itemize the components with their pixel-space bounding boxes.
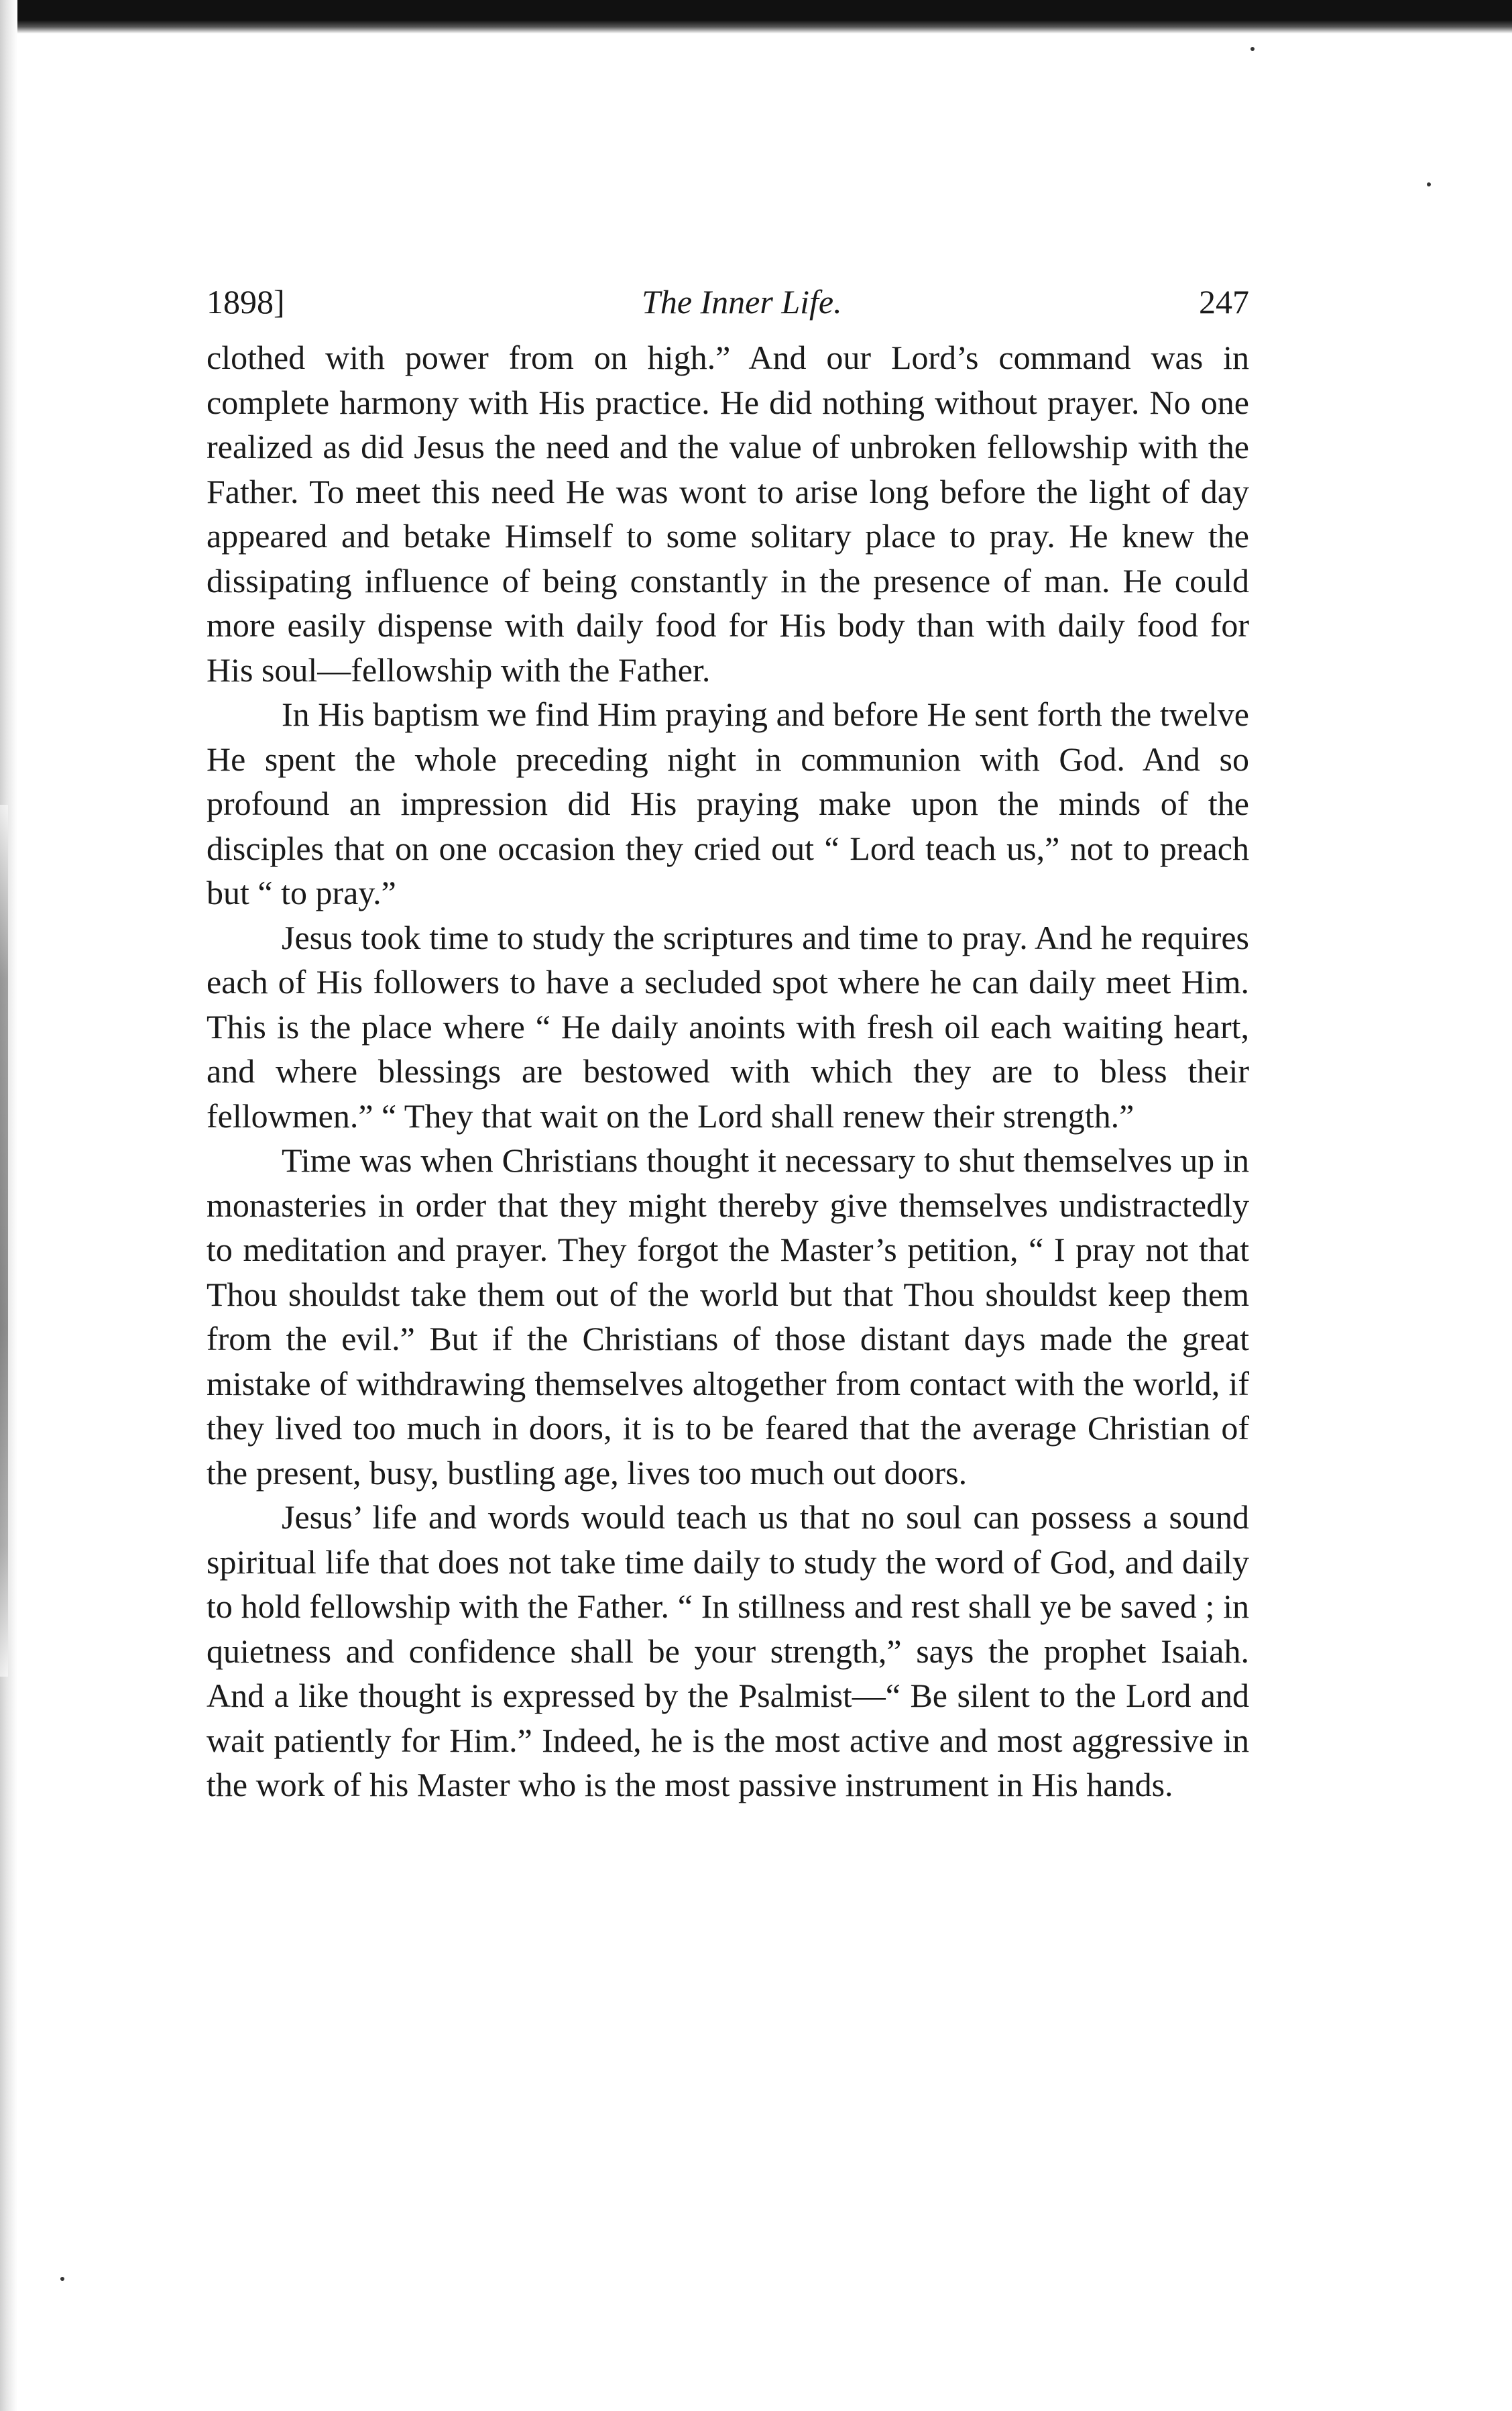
paragraph-2: In His baptism we find Him praying and before He sent forth the twelve He spent the whole preceding night in communion with God. And so profound an impression did His praying make upon the minds of the disciples that on one occasion they cried out “ Lord teach us,” not to preach but “ to pray.” (207, 695, 1249, 911)
body-text (207, 335, 1249, 1807)
paragraph-3: Jesus took time to study the scriptures and time to pray. And he requires each of His followers to have a secluded spot where he can daily meet Him. This is the place where “ He daily anoints with fresh oil each waiting heart, and where blessings are bestowed with which they are to bless their fellowmen.” “ They that wait on the Lord shall renew their strength.” (207, 918, 1249, 1135)
book-page (207, 282, 1249, 1807)
paragraph-5: Jesus’ life and words would teach us that no soul can possess a sound spiritual life that does not take time daily to study the word of God, and daily to hold fellowship with the Father. “ In stillness and rest shall ye be saved ; in quietness and confidence shall be your strength,” says the prophet Isaiah. And a like thought is expressed by the Psalmist—“ Be silent to the Lord and wait patiently for Him.” Indeed, he is the most active and most aggressive in the work of his Master who is the most passive instrument in His hands. (207, 1498, 1249, 1803)
scan-border-top (0, 0, 1512, 34)
running-header (207, 282, 1249, 335)
paragraph-1: clothed with power from on high.” And our Lord’s command was in complete harmony with His practice. He did nothing without prayer. No one realized as did Jesus the need and the value of unbroken fellowship with the Father. To meet this need He was wont to arise long before the light of day appeared and betake Himself to some solitary place to pray. He knew the dissipating influence of being constantly in the presence of man. He could more easily dispense with daily food for His body than with daily food for His soul—fellowship with the Father. (207, 339, 1249, 689)
header-year: 1898] (207, 283, 285, 321)
paragraph-4: Time was when Christians thought it necessary to shut themselves up in monasteries in order that they might thereby give themselves undistractedly to meditation and prayer. They forgot the Master’s petition, “ I pray not that Thou shouldst take them out of the world but that Thou shouldst keep them from the evil.” But if the Christians of those distant days made the great mistake of withdrawing themselves altogether from contact with the world, if they lived too much in doors, it is to be feared that the average Christian of the present, busy, bustling age, lives too much out doors. (207, 1141, 1249, 1492)
scan-speck (1251, 47, 1255, 51)
scan-speck (1427, 182, 1431, 186)
header-title: The Inner Life. (642, 283, 842, 321)
scan-speck (60, 2277, 64, 2281)
scan-shadow-left (0, 805, 8, 1677)
page-number: 247 (1199, 283, 1249, 321)
